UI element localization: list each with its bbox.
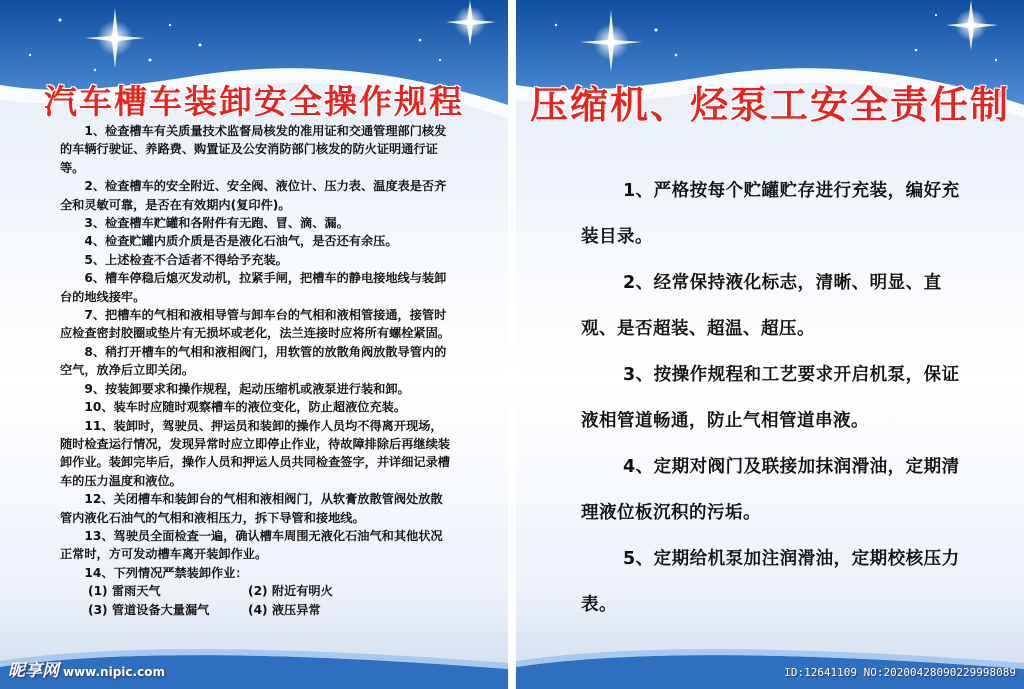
watermark-id: ID:12641109 NO:20200428090229998089 bbox=[784, 666, 1016, 679]
watermark-logo: 昵享网 www.nipic.com bbox=[8, 661, 165, 681]
rule-item: 3、检查槽车贮罐和各附件有无跑、冒、滴、漏。 bbox=[84, 216, 349, 231]
condition-item: (1) 雷雨天气 bbox=[88, 584, 161, 599]
rule-item: 13、驾驶员全面检查一遍，确认槽车周围无液化石油气和其他状况正常时，方可发动槽车离开装卸作业。 bbox=[60, 528, 443, 562]
rule-item: 14、下列情况严禁装卸作业： bbox=[84, 565, 248, 580]
left-poster bbox=[0, 0, 508, 689]
duty-item: 4、定期对阀门及联接加抹润滑油，定期清理液位板沉积的污垢。 bbox=[581, 457, 960, 523]
rule-item: 8、稍打开槽车的气相和液相阀门，用软管的放散角阀放散导管内的空气，放净后立即关闭。 bbox=[60, 344, 447, 378]
rule-item: 11、装卸时，驾驶员、押运员和装卸的操作人员均不得离开现场，随时检查运行情况，发现异常时应立即停止作业，待故障排除后再继续装卸作业。装卸完毕后，操作人员和押运人员共同检查签字，并详细记录槽车的压力温度和液位。 bbox=[60, 418, 450, 488]
right-footer-wave bbox=[516, 639, 1024, 689]
duties-list bbox=[581, 168, 961, 628]
rule-item: 2、检查槽车的安全附近、安全阀、液位计、压力表、温度表是否齐全和灵敏可靠，是否在有效期内(复印件)。 bbox=[60, 179, 447, 212]
rule-item: 4、检查贮罐内质介质是否是液化石油气，是否还有余压。 bbox=[84, 234, 398, 249]
rule-item: 5、上述检查不合适者不得给予充装。 bbox=[84, 252, 288, 267]
rule-item: 10、装车时应随时观察槽车的液位变化，防止超液位充装。 bbox=[84, 400, 407, 415]
safety-rules-list bbox=[60, 122, 450, 619]
condition-item: (4) 液压异常 bbox=[248, 602, 321, 617]
left-title: 汽车槽车装卸安全操作规程 bbox=[44, 82, 464, 121]
duty-item: 2、经常保持液化标志，清晰、明显、直观、是否超装、超温、超压。 bbox=[581, 273, 942, 339]
condition-item: (2) 附近有明火 bbox=[248, 584, 333, 599]
rule-item: 9、按装卸要求和操作规程，起动压缩机或液泵进行装和卸。 bbox=[84, 381, 410, 396]
duty-item: 5、定期给机泵加注润滑油，定期校核压力表。 bbox=[581, 549, 960, 615]
rule-item: 6、槽车停稳后熄灭发动机，拉紧手闸，把槽车的静电接地线与装卸台的地线接牢。 bbox=[60, 271, 447, 304]
prohibited-conditions bbox=[60, 582, 450, 619]
duty-item: 3、按操作规程和工艺要求开启机泵，保证液相管道畅通，防止气相管道串液。 bbox=[581, 365, 960, 431]
condition-item: (3) 管道设备大量漏气 bbox=[88, 602, 210, 617]
rule-item: 7、把槽车的气相和液相导管与卸车台的气相和液相管接通，接管时应检查密封胶圈或垫片有无损坏或老化，法兰连接时应将所有螺栓紧固。 bbox=[60, 308, 450, 341]
right-title: 压缩机、烃泵工安全责任制 bbox=[529, 82, 1010, 127]
rule-item: 12、关闭槽车和装卸台的气相和液相阀门，从软膏放散管阀处放散管内液化石油气的气相和液相压力，拆下导管和接地线。 bbox=[60, 492, 443, 525]
rule-item: 1、检查槽车有关质量技术监督局核发的准用证和交通管理部门核发的车辆行驶证、养路费、购置证及公安消防部门核发的防火证明通行证等。 bbox=[60, 124, 447, 175]
duty-item: 1、严格按每个贮罐贮存进行充装，编好充装目录。 bbox=[581, 181, 960, 247]
